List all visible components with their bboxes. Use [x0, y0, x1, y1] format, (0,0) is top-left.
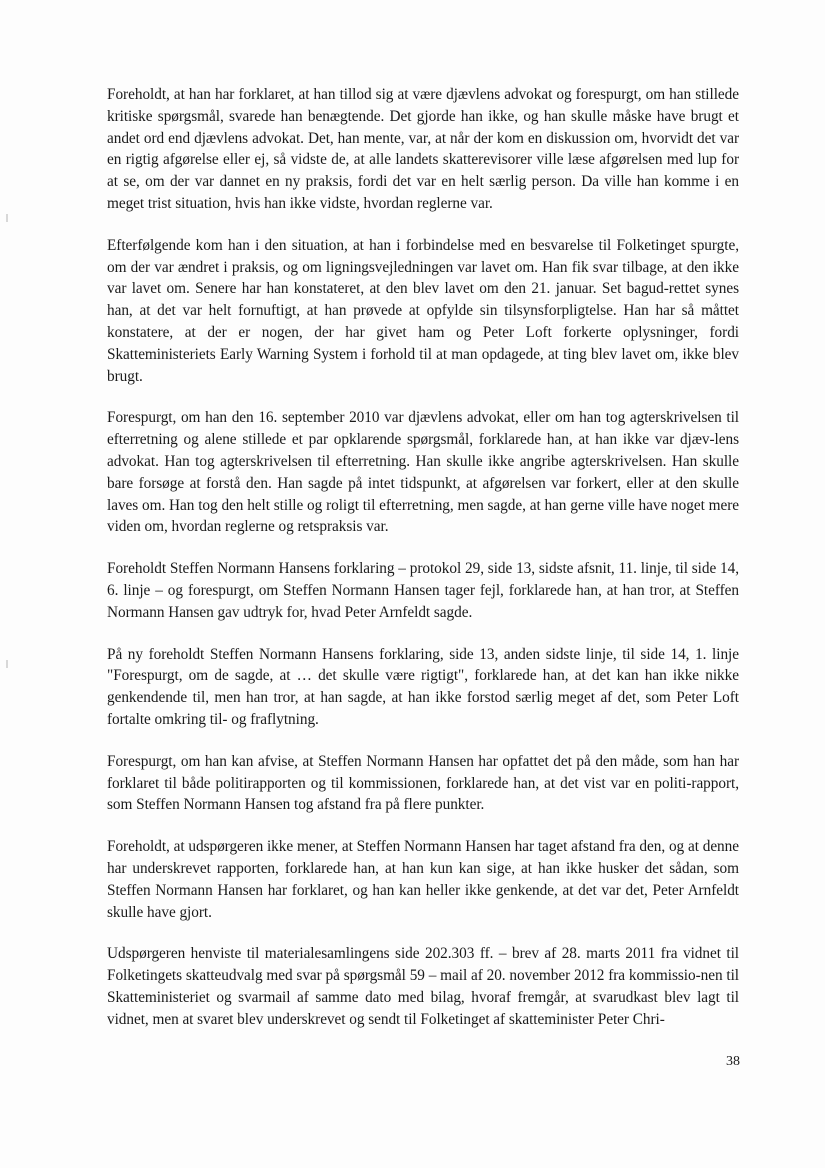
paragraph-3: Forespurgt, om han den 16. september 2010 var djævlens advokat, eller om han tog agterskrivelsen til efterretning og alene stillede et par opklarende spørgsmål, forklarede han, at han ikke var djæv-lens advokat. Han tog agterskrivelsen til efterretning. Han skulle ikke angribe agterskrivelsen. Han skulle bare forsøge at forstå den. Han sagde på intet tidspunkt, at afgørelsen var forkert, eller at den skulle laves om. Han tog den helt stille og roligt til efterretning, men sagde, at han gerne ville have noget mere viden om, hvordan reglerne og retspraksis var. — [107, 409, 739, 536]
page-number: 38 — [726, 1054, 740, 1069]
paragraph-6: Forespurgt, om han kan afvise, at Steffen Normann Hansen har opfattet det på den måde, som han har forklaret til både politirapporten og til kommissionen, forklarede han, at det vist var en politi-rapport, som Steffen Normann Hansen tog afstand fra på flere punkter. — [107, 752, 739, 814]
paragraph-2: Efterfølgende kom han i den situation, at han i forbindelse med en besvarelse til Folketinget spurgte, om der var ændret i praksis, og om ligningsvejledningen var lavet om. Han fik svar tilbage, at den ikke var lavet om. Senere har han konstateret, at den blev lavet om den 21. januar. Set bagud-rettet synes han, at det var helt fornuftigt, at han prøvede at opfylde sin tilsynsforpligtelse. Han har så måttet konstatere, at der er nogen, der har givet ham og Peter Loft forkerte oplysninger, fordi Skatteministeriets Early Warning System i forhold til at man opdagede, at ting blev lavet om, ikke blev brugt. — [107, 236, 739, 385]
paragraph-4: Foreholdt Steffen Normann Hansens forklaring – protokol 29, side 13, sidste afsnit, 11. linje, til side 14, 6. linje – og forespurgt, om Steffen Normann Hansen tager fejl, forklarede han, at han tror, at Steffen Normann Hansen gav udtryk for, hvad Peter Arnfeldt sagde. — [107, 560, 739, 621]
paragraph-5: På ny foreholdt Steffen Normann Hansens forklaring, side 13, anden sidste linje, til side 14, 1. linje "Forespurgt, om de sagde, at … det skulle være rigtigt", forklarede han, at det kan han ikke nikke genkendende til, men han tror, at han sagde, at han ikke forstod særlig meget af det, som Peter Loft fortalte omkring til- og fraflytning. — [107, 645, 739, 728]
scan-margin-mark — [6, 660, 8, 668]
paragraph-7: Foreholdt, at udspørgeren ikke mener, at Steffen Normann Hansen har taget afstand fra den, og at denne har underskrevet rapporten, forklarede han, at han kun kan sige, at han ikke husker det sådan, som Steffen Normann Hansen har forklaret, og han kan heller ikke genkende, at det var det, Peter Arnfeldt skulle have gjort. — [107, 838, 739, 921]
scan-margin-mark — [6, 214, 8, 222]
paragraph-1: Foreholdt, at han har forklaret, at han tillod sig at være djævlens advokat og forespurgt, om han stillede kritiske spørgsmål, svarede han benægtende. Det gjorde han ikke, og han skulle måske have brugt et andet ord end djævlens advokat. Det, han mente, var, at når der kom en diskussion om, hvorvidt det var en rigtig afgørelse eller ej, så vidste de, at alle landets skatterevisorer ville læse afgørelsen med lup for at se, om der var dannet en ny praksis, fordi det var en helt særlig person. Da ville han komme i en meget trist situation, hvis han ikke vidste, hvordan reglerne var. — [107, 86, 739, 212]
paragraph-8: Udspørgeren henviste til materialesamlingens side 202.303 ff. – brev af 28. marts 2011 fra vidnet til Folketingets skatteudvalg med svar på spørgsmål 59 – mail af 20. november 2012 fra kommissio-nen til Skatteministeriet og svarmail af samme dato med bilag, hvoraf fremgår, at svarudkast blev lagt til vidnet, men at svaret blev underskrevet og sendt til Folketinget af skatteminister Peter Chri- — [107, 945, 739, 1028]
body-text — [107, 84, 739, 1050]
